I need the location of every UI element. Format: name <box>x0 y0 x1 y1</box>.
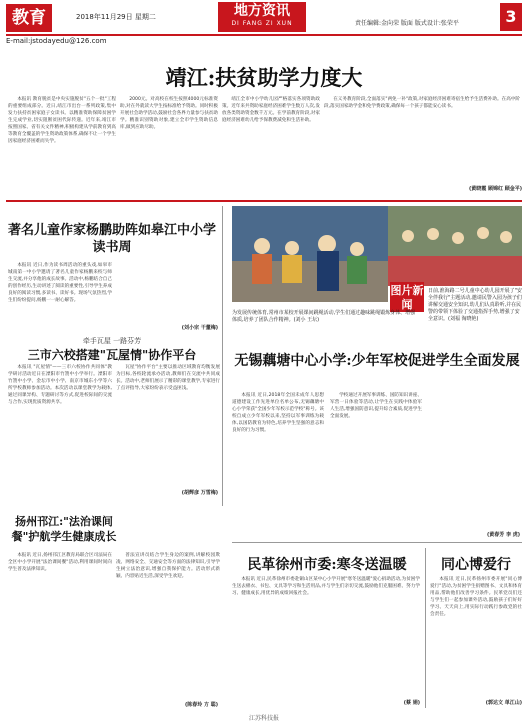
article-sanchang-body: 本报讯 "瓦屋情"——三市六校协作共同体"教学研讨活动近日在溧阳市竹箦中小学举行。溧阳市竹箦中小学、金坛市中小学、南京市城东小学等六所学校教师参加活动。本次活动以课堂教学为载体,通过同课异构、专题研讨等方式,促进校际间的交流与合作,实现优质资源共享。 <box>8 365 112 405</box>
article-xuzhou-title: 民革徐州市委:寒冬送温暖 <box>247 557 407 573</box>
article-jingjiang-body4: 在义务教育阶段,全面落实"两免一补"政策,对家庭经济困难寄宿生给予生活费补助。在高中阶段,落实国家助学金和免学费政策,确保每一个孩子都能安心读书。 <box>324 97 520 109</box>
section-pinyin: DI FANG ZI XUN <box>231 20 293 27</box>
article-jingjiang-col4 <box>324 96 520 186</box>
article-tongxin-author: (郭达文 单江山) <box>485 700 522 706</box>
photo-police-kids <box>232 206 388 302</box>
photo-jumprope-graphic <box>388 206 522 286</box>
article-yangzhou-title: 扬州邗江:"法治课间餐"护航学生健康成长 <box>11 515 117 543</box>
article-wuxi-col2 <box>330 392 422 528</box>
section-title: 地方资讯 <box>234 3 290 19</box>
article-tongxin-title: 同心博爱行 <box>441 557 511 573</box>
article-jingjiang-col1 <box>8 96 116 196</box>
article-wuxi-body: 本报讯 近日,2018年全国未成年人思想道德建设工作先进单位名单公布,无锡藕塘中心小学荣获"全国少年军校示范学校"称号。该校自成立少年军校以来,坚持以军事训练为载体,以国防教育为特色,培养学生坚强的意志和良好的行为习惯。 <box>232 393 324 433</box>
article-yangzhou-author: (陈春玲 方 聪) <box>184 702 218 708</box>
article-wuxi-col1 <box>232 392 324 528</box>
photo-caption-2: 为发展传统体育,常州市某校开展课间跳绳活动,学生们通过趣味跳绳锻炼身体、增强体质,培养了团队合作精神。(刘小 王坛) <box>232 310 416 323</box>
article-wuxi-title: 无锡藕塘中心小学:少年军校促进学生全面发展 <box>234 353 520 369</box>
article-sanchang-kicker: 牵手瓦屋 一路芬芳 <box>82 337 142 345</box>
page-footer: 江苏科技报 <box>248 715 279 722</box>
divider <box>425 548 426 708</box>
article-tongxin-body: 本报讯 近日,民革扬州市委开展"同心博爱行"活动,为贫困学生捐赠图书、文具和体育用品,帮助他们改善学习条件。民革党员们还与学生们一起参加课外活动,鼓励孩子们好好学习、天天向上,用实际行动践行参政党的社会责任。 <box>430 577 522 617</box>
article-xuzhou-col <box>232 576 420 704</box>
photo-police-kids-graphic <box>232 206 388 302</box>
editor-credit: 责任编辑:金向荣 版面 版式设计:张荣平 <box>355 20 459 27</box>
page-number: 3 <box>500 3 522 31</box>
article-author-col1 <box>8 262 112 328</box>
photo-caption-1: 日前,淮海路二号儿童中心幼儿园开展了"安全伴我行"主题活动,邀请民警入园为孩子们讲解交通安全知识,幼儿们认真聆听,并在民警的带领下体验了交通指挥手势,增强了安全意识。(刘福 淘晓艳) <box>428 288 522 322</box>
article-yangzhou-col2 <box>116 552 220 702</box>
article-xuzhou-author: (蔡 娟) <box>403 700 420 706</box>
photo-news-label: 图片新闻 <box>390 284 424 311</box>
article-yangzhou-body: 本报讯 近日,扬州邗江区教育局联合区司法局在全区中小学开展"法治课间餐"活动,利用课间时间向学生普及法律知识。 <box>8 553 112 572</box>
article-jingjiang-body3: 靖江全市中小学幼儿园严格落实各项资助政策。近年来共资助家庭经济困难学生数万人次,发放各类资助资金数千万元。在学前教育阶段,对家庭经济困难幼儿给予保教费减免和生活补助。 <box>222 97 320 123</box>
article-author-body: 本报讯 近日,作为读书周活动的重头戏,如皋市城南第一中小学邀请了著名儿童作家杨鹏来校与师生交流,并分享他的成长故事。活动中,杨鹏结合自己的创作经历,生动讲述了阅读的重要性,引导学生养成良好的阅读习惯,多读书、读好书。现场气氛热烈,学生们纷纷提问,杨鹏一一耐心解答。 <box>8 263 112 303</box>
article-sanchang-title: 三市六校搭建"瓦屋情"协作平台 <box>27 348 197 362</box>
section-title-box <box>218 2 306 32</box>
issue-date: 2018年11月29日 星期二 <box>76 13 156 21</box>
main-headline: 靖江:扶贫助学力度大 <box>165 65 363 90</box>
article-jingjiang-col2 <box>120 96 218 196</box>
article-author-byline: (刘小宗 干董梅) <box>181 325 218 331</box>
page-header <box>0 0 528 62</box>
divider <box>232 542 522 543</box>
article-jingjiang-body: 本报讯 教育脱贫是中央实施脱贫"五个一批"工程的重要组成部分。近日,靖江市出台一系列政策,集中发力扶持贫困家庭子女读书。以精准资助保障贫困学生完成学业,切实阻断贫困代际传递。近年来,靖江市按照国家、省有关文件精神,积极构建从学前教育到高等教育全覆盖的学生资助政策体系,确保不让一个学生因家庭经济困难而失学。 <box>8 97 116 144</box>
divider <box>222 206 223 506</box>
article-xuzhou-body: 本报讯 近日,民革徐州市委赴铜山区某中心小学开展"寒冬送温暖"爱心捐助活动,为贫困学生送去棉衣、书包、文具等学习和生活用品,并与学生们亲切交流,鼓励他们克服困难、努力学习、健康成长,用优异的成绩回报社会。 <box>232 577 420 596</box>
article-wuxi-author: (黄春芳 李 虎) <box>486 532 520 538</box>
article-jingjiang-author: (黄晓霞 顾锦红 顾金平) <box>468 186 522 192</box>
article-jingjiang-col3 <box>222 96 320 196</box>
article-yangzhou-col1 <box>8 552 112 710</box>
photo-jumprope <box>388 206 522 286</box>
section-logo: 教育 <box>6 4 52 32</box>
article-author-title: 著名儿童作家杨鹏助阵如皋江中小学读书周 <box>7 223 216 255</box>
divider <box>6 200 522 202</box>
article-sanchang-col2 <box>116 364 220 494</box>
article-sanchang-col1 <box>8 364 112 494</box>
article-yangzhou-body2: 普法宣讲员结合学生身边的案例,讲解校园欺凌、网络安全、交通安全等方面的法律知识,引导学生树立法治意识,增强自我保护能力。活动形式新颖、内容贴近生活,深受学生欢迎。 <box>116 553 220 579</box>
header-rule <box>6 34 522 36</box>
article-tongxin-col <box>430 576 522 700</box>
article-wuxi-body2: 学校通过开展军事训练、国防知识讲座、军营一日体验等活动,让学生在实践中体验军人生活,增强国防意识,提升综合素质,促进学生全面发展。 <box>330 393 422 419</box>
article-jingjiang-body2: 2000元。对高校在校生按照4000元标准资助,对在外就读大学生按标准给予资助。同时积极开展社会助学活动,鼓励社会各界力量参与扶贫助学。精准识别资助对象,建立全市学生资助信息库,做到应助尽助。 <box>120 97 218 130</box>
article-sanchang-author: (胡辉彦 万雪梅) <box>181 490 218 496</box>
article-sanchang-body2: 瓦屋"协作平台"主要以推动区域教育均衡发展为目标,各校轮流承办活动,教师们在交流中共同成长。活动中,老师们展示了精彩的课堂教学,专家进行了点评指导,大家纷纷表示受益匪浅。 <box>116 365 220 391</box>
contact-email: E-mail:jstodayedu@126.com <box>6 37 107 45</box>
